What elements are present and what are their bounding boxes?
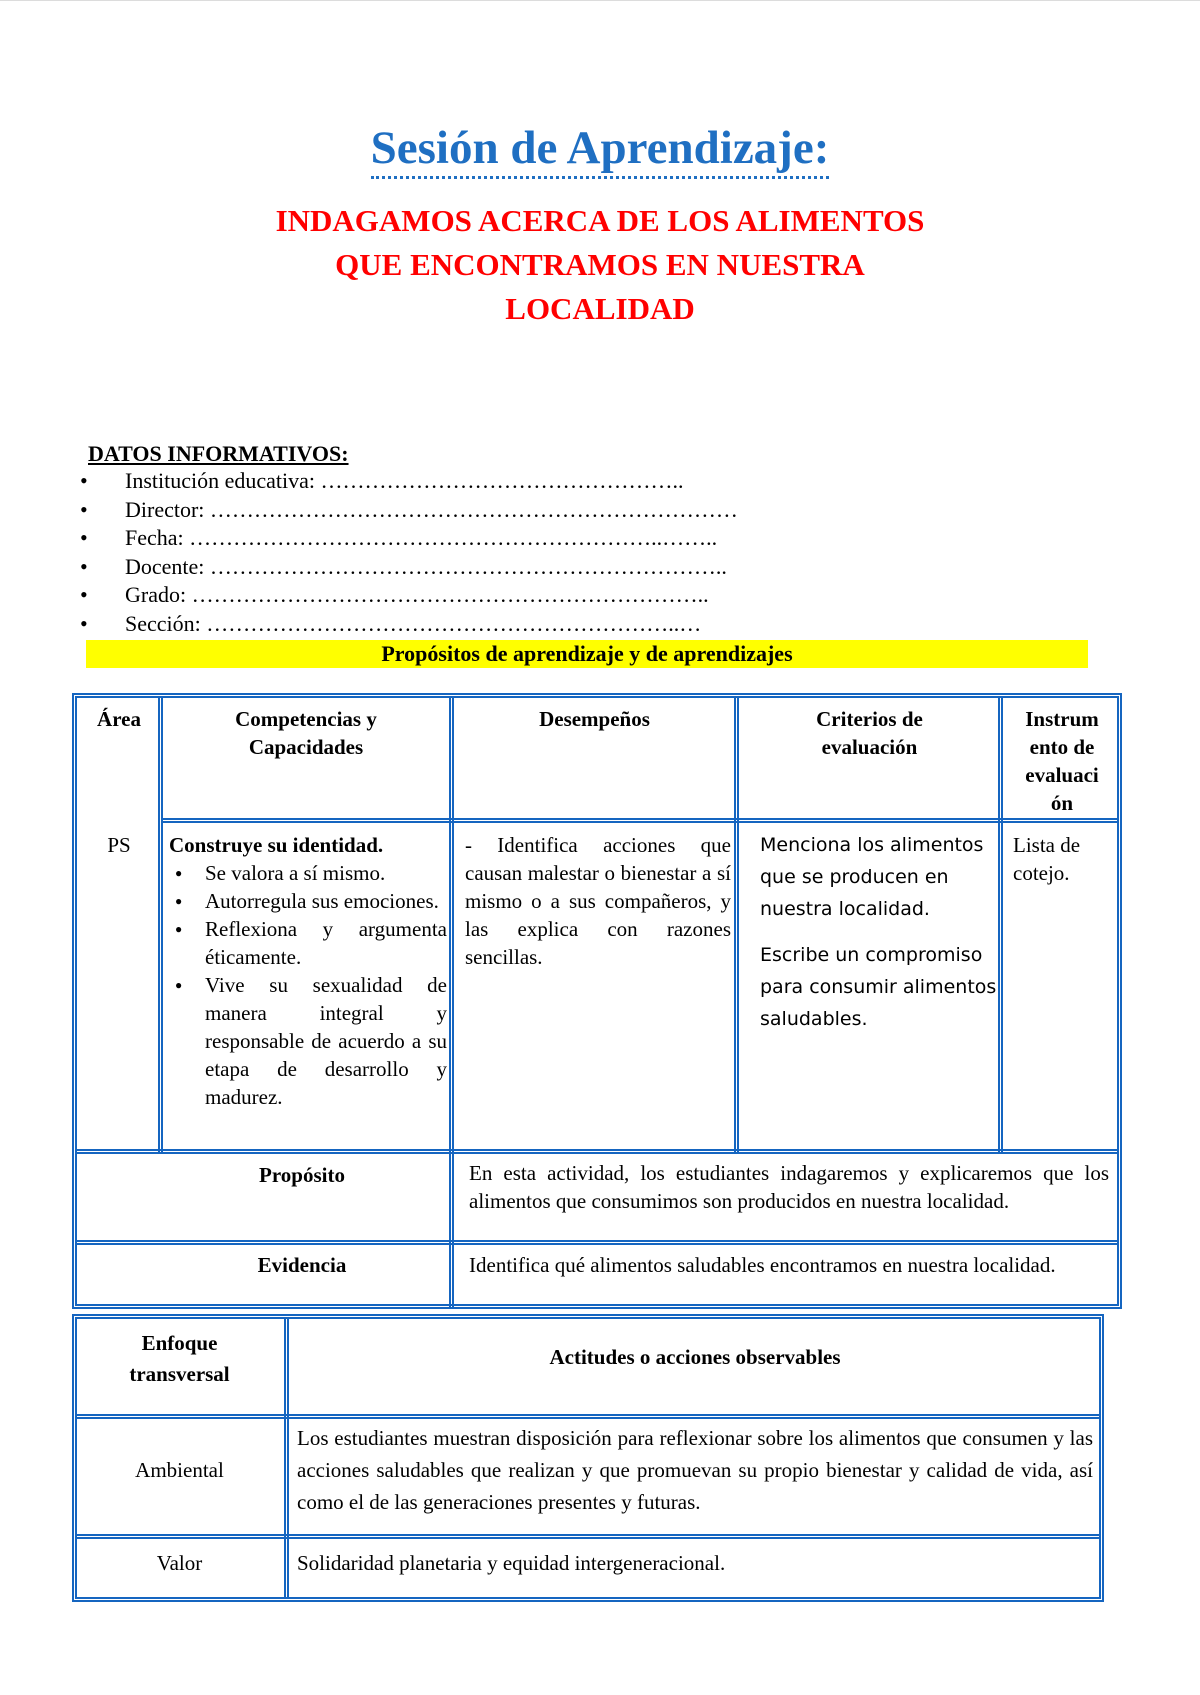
list-item: • Sección: ………………………………………………………..… [80, 610, 738, 639]
divider [77, 1414, 1099, 1419]
enfoque-table [72, 1314, 1104, 1602]
divider [163, 818, 1117, 823]
evidencia-text: Identifica qué alimentos saludables encontramos en nuestra localidad. [469, 1253, 1056, 1277]
header-desempenos: Desempeños [539, 707, 650, 731]
header-competencias [165, 705, 447, 761]
subtitle-line: QUE ENCONTRAMOS EN NUESTRA [335, 247, 865, 282]
list-item: ● Reflexiona y argumenta éticamente. [169, 915, 447, 971]
header-line: evaluación [821, 735, 918, 759]
datos-heading: DATOS INFORMATIVOS: [88, 441, 349, 466]
divider [77, 1149, 1117, 1154]
list-item: ● Se valora a sí mismo. [169, 859, 447, 887]
evidencia-label: Evidencia [257, 1253, 347, 1277]
actitudes-text: Los estudiantes muestran disposición para reflexionar sobre los alimentos que consumen y las acciones saludables que realizan y que promuevan su propio bienestar y calidad de vida, así como el de las generaciones presentes y futuras. [297, 1426, 1093, 1514]
header-enfoque [77, 1328, 282, 1390]
subtitle-line: LOCALIDAD [505, 291, 695, 326]
list-item: ● Autorregula sus emociones. [169, 887, 447, 915]
valor-label: Valor [156, 1551, 203, 1575]
competencia-cell [169, 831, 447, 1111]
list-item: • Grado: …………………………………………………………….. [80, 581, 738, 610]
page-title: Sesión de Aprendizaje: [0, 121, 1200, 175]
propositos-table [72, 693, 1122, 1309]
header-actitudes: Actitudes o acciones observables [549, 1345, 841, 1369]
subtitle-line: INDAGAMOS ACERCA DE LOS ALIMENTOS [275, 203, 925, 238]
header-line: Competencias y [235, 707, 377, 731]
proposito-label: Propósito [259, 1163, 345, 1187]
header-line: evaluaci [1025, 763, 1099, 787]
divider [284, 1319, 289, 1597]
header-instrumento [1006, 705, 1118, 817]
valor-text: Solidaridad planetaria y equidad intergeneracional. [297, 1551, 726, 1575]
session-subtitle [200, 199, 1000, 326]
enfoque-value: Ambiental [135, 1458, 224, 1482]
divider [449, 698, 454, 1308]
divider [77, 1240, 1117, 1245]
competencia-title: Construye su identidad. [169, 833, 384, 857]
criterio-item: Escribe un compromiso para consumir alimentos saludables. [760, 944, 997, 1030]
header-criterios [743, 705, 996, 761]
criterio-item: Menciona los alimentos que se producen en nuestra localidad. [760, 834, 984, 920]
criterios-cell [760, 829, 1000, 1035]
header-line: Instrum [1025, 707, 1099, 731]
header-line: Criterios de [816, 707, 923, 731]
propositos-band: Propósitos de aprendizaje y de aprendizajes [86, 640, 1088, 668]
divider [158, 698, 163, 1154]
header-line: Capacidades [248, 735, 364, 759]
divider [734, 698, 739, 1154]
header-line: ento de [1029, 735, 1095, 759]
list-item: • Director: ……………………………………………………………… [80, 496, 738, 525]
list-item: • Institución educativa: ………………………………………….. [80, 467, 738, 496]
divider [77, 1534, 1099, 1539]
instrumento-value: Lista de cotejo. [1013, 833, 1081, 885]
header-line: ón [1050, 791, 1074, 815]
header-area: Área [97, 707, 141, 731]
list-item: ● Vive su sexualidad de manera integral y responsable de acuerdo a su etapa de desarrollo y madurez. [169, 971, 447, 1111]
datos-list [80, 467, 738, 638]
list-item: • Fecha: ………………………………………………………..…….. [80, 524, 738, 553]
capacidades-list [169, 859, 447, 1111]
desempeno-text: - Identifica acciones que causan malestar o bienestar a sí mismo o a sus compañeros, y las explica con razones sencillas. [465, 833, 731, 969]
header-line: Enfoque [141, 1331, 218, 1355]
list-item: • Docente: …………………………………………………………….. [80, 553, 738, 582]
area-value: PS [107, 833, 131, 857]
header-line: transversal [129, 1362, 230, 1386]
proposito-text: En esta actividad, los estudiantes indagaremos y explicaremos que los alimentos que consumimos son producidos en nuestra localidad. [469, 1161, 1109, 1213]
